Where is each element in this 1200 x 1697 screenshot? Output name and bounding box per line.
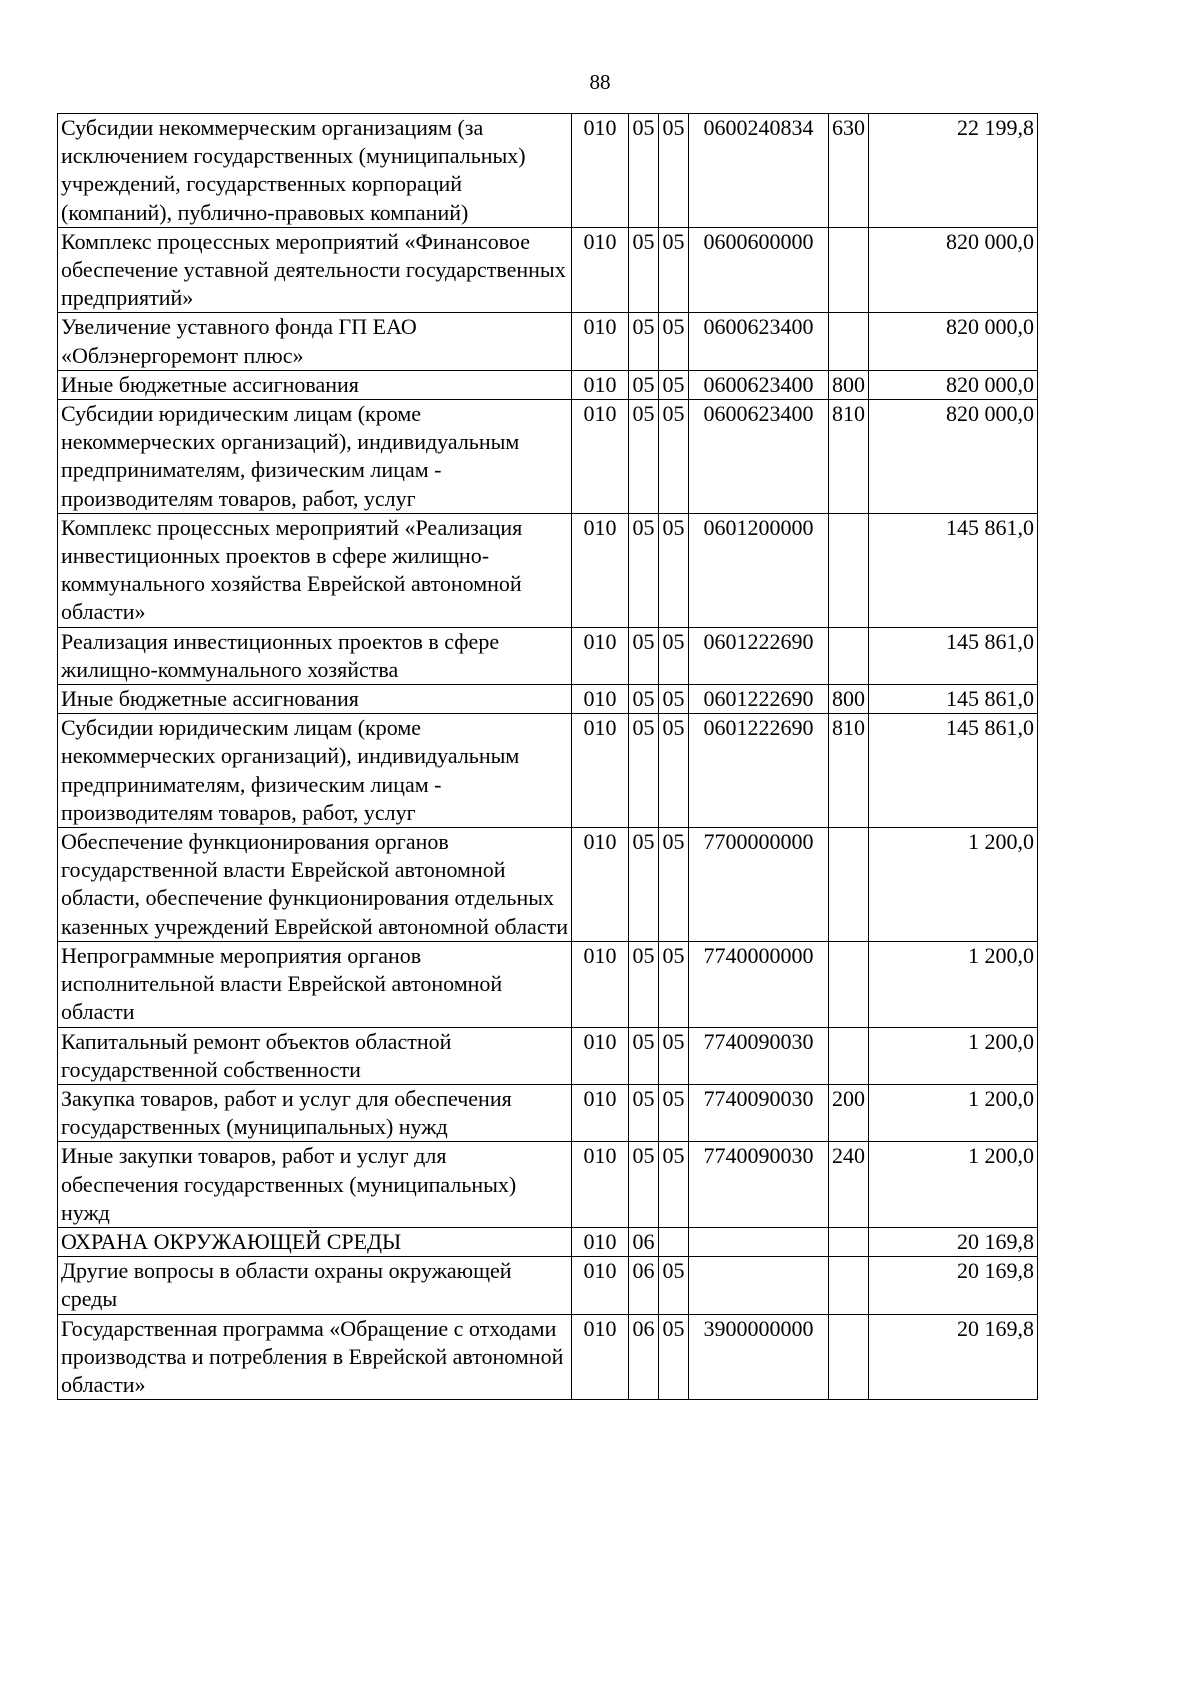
table-row (58, 941, 1038, 1027)
subsection-code-cell: 05 (659, 370, 689, 399)
target-article-cell: 0601200000 (689, 513, 829, 627)
table-row (58, 1084, 1038, 1141)
section-code-cell: 06 (629, 1227, 659, 1256)
subsection-code-cell: 05 (659, 400, 689, 514)
expense-type-cell (829, 1314, 869, 1400)
ministry-code-cell: 010 (572, 313, 629, 370)
subsection-code-cell: 05 (659, 1027, 689, 1084)
subsection-code-cell: 05 (659, 313, 689, 370)
ministry-code-cell: 010 (572, 1227, 629, 1256)
table-row (58, 714, 1038, 828)
amount-cell: 820 000,0 (869, 370, 1038, 399)
table-row (58, 227, 1038, 313)
budget-table (57, 113, 1038, 1400)
amount-cell: 820 000,0 (869, 227, 1038, 313)
subsection-code-cell (659, 1227, 689, 1256)
amount-cell: 22 199,8 (869, 114, 1038, 228)
target-article-cell: 0601222690 (689, 714, 829, 828)
page-number: 88 (589, 70, 611, 94)
ministry-code-cell: 010 (572, 1257, 629, 1314)
section-code-cell: 05 (629, 714, 659, 828)
target-article-cell: 0601222690 (689, 685, 829, 714)
target-article-cell: 0600600000 (689, 227, 829, 313)
subsection-code-cell: 05 (659, 828, 689, 942)
ministry-code-cell: 010 (572, 828, 629, 942)
row-name-cell: Непрограммные мероприятия органов исполнительной власти Еврейской автономной области (58, 941, 572, 1027)
row-name-cell: Увеличение уставного фонда ГП ЕАО «Облэнергоремонт плюс» (58, 313, 572, 370)
ministry-code-cell: 010 (572, 1084, 629, 1141)
subsection-code-cell: 05 (659, 941, 689, 1027)
table-row (58, 313, 1038, 370)
amount-cell: 1 200,0 (869, 828, 1038, 942)
section-code-cell: 05 (629, 400, 659, 514)
table-row (58, 1314, 1038, 1400)
section-code-cell: 05 (629, 627, 659, 684)
table-row (58, 1027, 1038, 1084)
target-article-cell: 7740090030 (689, 1142, 829, 1228)
amount-cell: 1 200,0 (869, 1142, 1038, 1228)
section-code-cell: 05 (629, 1084, 659, 1141)
target-article-cell: 0600623400 (689, 400, 829, 514)
section-code-cell: 05 (629, 227, 659, 313)
section-code-cell: 05 (629, 114, 659, 228)
row-name-cell: Субсидии юридическим лицам (кроме некоммерческих организаций), индивидуальным предпринимателям, физическим лицам - производителям товаров, работ, услуг (58, 400, 572, 514)
row-name-cell: Реализация инвестиционных проектов в сфере жилищно-коммунального хозяйства (58, 627, 572, 684)
row-name-cell: Капитальный ремонт объектов областной государственной собственности (58, 1027, 572, 1084)
expense-type-cell (829, 227, 869, 313)
table-row (58, 1227, 1038, 1256)
section-code-cell: 06 (629, 1314, 659, 1400)
subsection-code-cell: 05 (659, 685, 689, 714)
target-article-cell: 0601222690 (689, 627, 829, 684)
table-row (58, 400, 1038, 514)
table-row (58, 828, 1038, 942)
row-name-cell: Субсидии юридическим лицам (кроме некоммерческих организаций), индивидуальным предпринимателям, физическим лицам - производителям товаров, работ, услуг (58, 714, 572, 828)
subsection-code-cell: 05 (659, 627, 689, 684)
expense-type-cell (829, 513, 869, 627)
expense-type-cell (829, 941, 869, 1027)
amount-cell: 820 000,0 (869, 313, 1038, 370)
expense-type-cell: 800 (829, 370, 869, 399)
amount-cell: 820 000,0 (869, 400, 1038, 514)
ministry-code-cell: 010 (572, 400, 629, 514)
table-row (58, 685, 1038, 714)
ministry-code-cell: 010 (572, 370, 629, 399)
target-article-cell: 7740000000 (689, 941, 829, 1027)
target-article-cell: 0600623400 (689, 370, 829, 399)
subsection-code-cell: 05 (659, 1314, 689, 1400)
section-code-cell: 05 (629, 370, 659, 399)
expense-type-cell (829, 1227, 869, 1256)
amount-cell: 20 169,8 (869, 1227, 1038, 1256)
ministry-code-cell: 010 (572, 227, 629, 313)
target-article-cell: 7700000000 (689, 828, 829, 942)
subsection-code-cell: 05 (659, 227, 689, 313)
amount-cell: 145 861,0 (869, 627, 1038, 684)
subsection-code-cell: 05 (659, 1257, 689, 1314)
amount-cell: 145 861,0 (869, 685, 1038, 714)
table-row (58, 370, 1038, 399)
row-name-cell: Иные бюджетные ассигнования (58, 370, 572, 399)
expense-type-cell: 200 (829, 1084, 869, 1141)
row-name-cell: Другие вопросы в области охраны окружающей среды (58, 1257, 572, 1314)
ministry-code-cell: 010 (572, 685, 629, 714)
amount-cell: 145 861,0 (869, 513, 1038, 627)
subsection-code-cell: 05 (659, 1142, 689, 1228)
row-name-cell: Комплекс процессных мероприятий «Реализация инвестиционных проектов в сфере жилищно-коммунального хозяйства Еврейской автономной области» (58, 513, 572, 627)
amount-cell: 20 169,8 (869, 1257, 1038, 1314)
section-code-cell: 06 (629, 1257, 659, 1314)
ministry-code-cell: 010 (572, 941, 629, 1027)
target-article-cell: 0600623400 (689, 313, 829, 370)
row-name-cell: Закупка товаров, работ и услуг для обеспечения государственных (муниципальных) нужд (58, 1084, 572, 1141)
expense-type-cell (829, 313, 869, 370)
expense-type-cell (829, 1257, 869, 1314)
table-body (58, 114, 1038, 1400)
target-article-cell: 7740090030 (689, 1084, 829, 1141)
ministry-code-cell: 010 (572, 1142, 629, 1228)
section-code-cell: 05 (629, 513, 659, 627)
table-row (58, 513, 1038, 627)
subsection-code-cell: 05 (659, 714, 689, 828)
amount-cell: 1 200,0 (869, 1027, 1038, 1084)
ministry-code-cell: 010 (572, 1027, 629, 1084)
section-code-cell: 05 (629, 313, 659, 370)
table-row (58, 627, 1038, 684)
target-article-cell: 7740090030 (689, 1027, 829, 1084)
section-code-cell: 05 (629, 828, 659, 942)
ministry-code-cell: 010 (572, 714, 629, 828)
expense-type-cell: 630 (829, 114, 869, 228)
section-code-cell: 05 (629, 685, 659, 714)
target-article-cell: 0600240834 (689, 114, 829, 228)
expense-type-cell (829, 627, 869, 684)
row-name-cell: Субсидии некоммерческим организациям (за исключением государственных (муниципальных) учреждений, государственных корпораций (компаний), публично-правовых компаний) (58, 114, 572, 228)
target-article-cell: 3900000000 (689, 1314, 829, 1400)
row-name-cell: Обеспечение функционирования органов государственной власти Еврейской автономной области, обеспечение функционирования отдельных казенных учреждений Еврейской автономной области (58, 828, 572, 942)
row-name-cell: Иные бюджетные ассигнования (58, 685, 572, 714)
expense-type-cell: 810 (829, 714, 869, 828)
row-name-cell: Государственная программа «Обращение с отходами производства и потребления в Еврейской автономной области» (58, 1314, 572, 1400)
expense-type-cell: 810 (829, 400, 869, 514)
ministry-code-cell: 010 (572, 1314, 629, 1400)
target-article-cell (689, 1227, 829, 1256)
amount-cell: 1 200,0 (869, 941, 1038, 1027)
table-row (58, 1142, 1038, 1228)
expense-type-cell (829, 1027, 869, 1084)
target-article-cell (689, 1257, 829, 1314)
amount-cell: 20 169,8 (869, 1314, 1038, 1400)
amount-cell: 1 200,0 (869, 1084, 1038, 1141)
amount-cell: 145 861,0 (869, 714, 1038, 828)
ministry-code-cell: 010 (572, 114, 629, 228)
section-code-cell: 05 (629, 1027, 659, 1084)
section-code-cell: 05 (629, 1142, 659, 1228)
section-code-cell: 05 (629, 941, 659, 1027)
row-name-cell: ОХРАНА ОКРУЖАЮЩЕЙ СРЕДЫ (58, 1227, 572, 1256)
ministry-code-cell: 010 (572, 627, 629, 684)
subsection-code-cell: 05 (659, 114, 689, 228)
row-name-cell: Иные закупки товаров, работ и услуг для обеспечения государственных (муниципальных) нужд (58, 1142, 572, 1228)
table-row (58, 1257, 1038, 1314)
ministry-code-cell: 010 (572, 513, 629, 627)
expense-type-cell: 800 (829, 685, 869, 714)
subsection-code-cell: 05 (659, 513, 689, 627)
expense-type-cell (829, 828, 869, 942)
subsection-code-cell: 05 (659, 1084, 689, 1141)
row-name-cell: Комплекс процессных мероприятий «Финансовое обеспечение уставной деятельности государственных предприятий» (58, 227, 572, 313)
expense-type-cell: 240 (829, 1142, 869, 1228)
table-row (58, 114, 1038, 228)
